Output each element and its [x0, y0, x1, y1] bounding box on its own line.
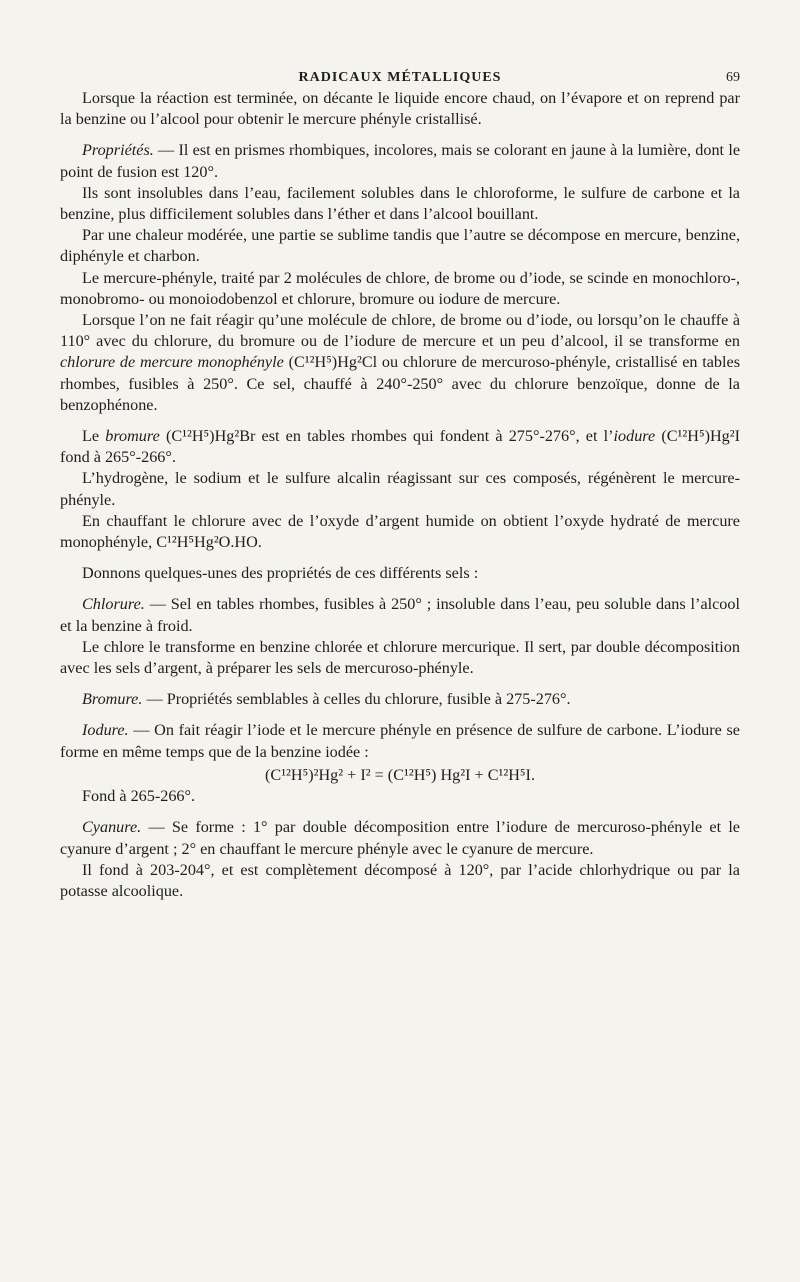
- section-heading-iodure: Iodure.: [82, 721, 129, 740]
- paragraph-donnons: Donnons quelques-unes des propriétés de ces différents sels :: [82, 564, 479, 583]
- paragraph-chlorure-text: — Sel en tables rhombes, fusibles à 250° ; insoluble dans l’eau, peu soluble dans l’alcool et la benzine à froid.: [60, 595, 740, 635]
- paragraph-solubility: Ils sont insolubles dans l’eau, facilement solubles dans le chloroforme, le sulfure de carbone et la benzine, plus difficilement solubles dans l’éther et dans l’alcool bouillant.: [60, 183, 740, 224]
- paragraph-proprietes: [60, 140, 740, 182]
- paragraph-fond: Fond à 265-266°.: [82, 787, 196, 806]
- paragraph-cyanure: [60, 817, 740, 859]
- section-heading-chlorure: Chlorure.: [82, 595, 145, 614]
- paragraph-iodure-text: — On fait réagir l’iode et le mercure phényle en présence de sulfure de carbone. L’iodure se forme en même temps que de la benzine iodée :: [60, 721, 740, 761]
- paragraph-bromure-iodure: [60, 426, 740, 468]
- paragraph-bromure: [60, 689, 740, 710]
- body-text: [60, 88, 740, 902]
- paragraph-chlore: Le chlore le transforme en benzine chlorée et chlorure mercurique. Il sert, par double décomposition avec les sels d’argent, à préparer les sels de mercuroso-phényle.: [60, 637, 740, 678]
- paragraph-proprietes-text: — Il est en prismes rhombiques, incolores, mais se colorant en jaune à la lumière, dont le point de fusion est 120°.: [60, 141, 740, 181]
- paragraph-iodure: [60, 720, 740, 762]
- equation: (C¹²H⁵)²Hg² + I² = (C¹²H⁵) Hg²I + C¹²H⁵I.: [265, 765, 535, 784]
- paragraph-bromure-c: (C¹²H⁵)Hg²I fond à 265°-266°.: [60, 427, 741, 467]
- paragraph-halogen: Le mercure-phényle, traité par 2 molécules de chlore, de brome ou d’iode, se scinde en monochloro-, monobromo- ou monoiodobenzol et chlorure, bromure ou iodure de mercure.: [60, 268, 740, 308]
- term-chlorure-monophenyle: chlorure de mercure monophényle: [60, 353, 284, 372]
- paragraph-fond-cyanure: Il fond à 203-204°, et est complètement décomposé à 120°, par l’acide chlorhydrique ou par la potasse alcoolique.: [60, 860, 740, 900]
- paragraph-hydrogene: L’hydrogène, le sodium et le sulfure alcalin réagissant sur ces composés, régénèrent le mercure-phényle.: [60, 469, 740, 509]
- paragraph-bromure-b: (C¹²H⁵)Hg²Br est en tables rhombes qui fondent à 275°-276°, et l’: [159, 427, 614, 446]
- paragraph-monophenyle-b: (C¹²H⁵)Hg²Cl ou chlorure de mercuroso-phényle, cristallisé en tables rhombes, fusibles à 250°. Ce sel, chauffé à 240°-250° avec du chlorure benzoïque, donne de la benzophénone.: [60, 353, 741, 414]
- section-heading-proprietes: Propriétés.: [82, 141, 154, 160]
- paragraph-bromure-a: Le: [82, 427, 106, 446]
- paragraph-monophenyle: [60, 310, 740, 416]
- term-iodure: iodure: [613, 427, 656, 446]
- paragraph-bromure-text: — Propriétés semblables à celles du chlorure, fusible à 275-276°.: [142, 690, 571, 709]
- running-head: RADICAUX MÉTALLIQUES: [298, 70, 502, 85]
- paragraph-cyanure-text: — Se forme : 1° par double décomposition entre l’iodure de mercuroso-phényle et le cyanure d’argent ; 2° en chauffant le mercure phényle avec le cyanure de mercure.: [60, 818, 740, 858]
- paragraph-oxyde: En chauffant le chlorure avec de l’oxyde d’argent humide on obtient l’oxyde hydraté de mercure monophényle, C¹²H⁵Hg²O.HO.: [60, 511, 740, 552]
- paragraph-decantation: Lorsque la réaction est terminée, on décante le liquide encore chaud, on l’évapore et on reprend par la benzine ou l’alcool pour obtenir le mercure phényle cristallisé.: [60, 89, 740, 129]
- paragraph-heat: Par une chaleur modérée, une partie se sublime tandis que l’autre se décompose en mercure, benzine, diphényle et charbon.: [60, 226, 740, 266]
- term-bromure: bromure: [105, 427, 160, 446]
- section-heading-bromure: Bromure.: [82, 690, 143, 709]
- page-number: 69: [726, 70, 740, 85]
- section-heading-cyanure: Cyanure.: [82, 818, 142, 837]
- paragraph-chlorure: [60, 594, 740, 636]
- paragraph-monophenyle-a: Lorsque l’on ne fait réagir qu’une molécule de chlore, de brome ou d’iode, ou lorsqu’on le chauffe à 110° avec du chlorure, du bromure ou de l’iodure de mercure et un peu d’alcool, il se transforme en: [60, 311, 740, 351]
